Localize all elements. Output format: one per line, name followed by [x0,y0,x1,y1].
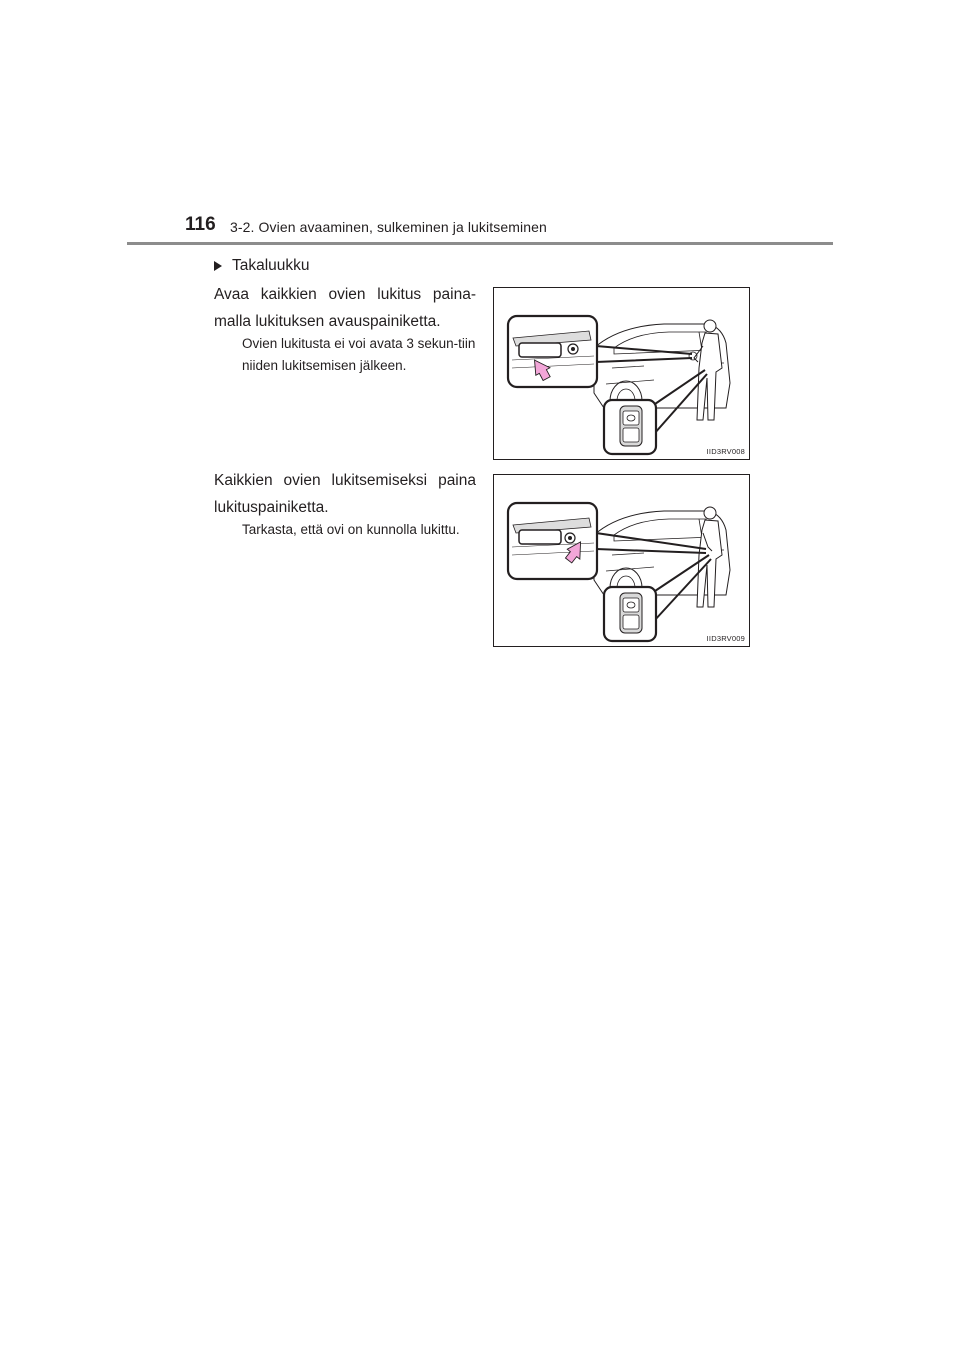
note-lock: Tarkasta, että ovi on kunnolla lukittu. [242,522,460,537]
figure-code: IID3RV009 [706,634,745,643]
figure-unlock-illustration [493,287,750,460]
figure-lock-illustration [493,474,750,647]
car-rear-illustration [494,475,751,648]
header-divider [127,242,833,245]
instruction-unlock: Avaa kaikkien ovien lukitus paina-malla lukituksen avauspainiketta. [214,286,476,330]
subheading-text: Takaluukku [232,257,310,274]
page-number: 116 [185,214,216,235]
section-title: 3-2. Ovien avaaminen, sulkeminen ja lukitseminen [230,219,547,235]
note-unlock: Ovien lukitusta ei voi avata 3 sekun-tiin niiden lukitsemisen jälkeen. [242,336,476,373]
bullet-triangle-icon [214,261,222,271]
figure-code: IID3RV008 [706,447,745,456]
instruction-lock: Kaikkien ovien lukitsemiseksi paina lukituspainiketta. [214,472,476,516]
subheading [214,257,310,275]
car-rear-illustration [494,288,751,461]
